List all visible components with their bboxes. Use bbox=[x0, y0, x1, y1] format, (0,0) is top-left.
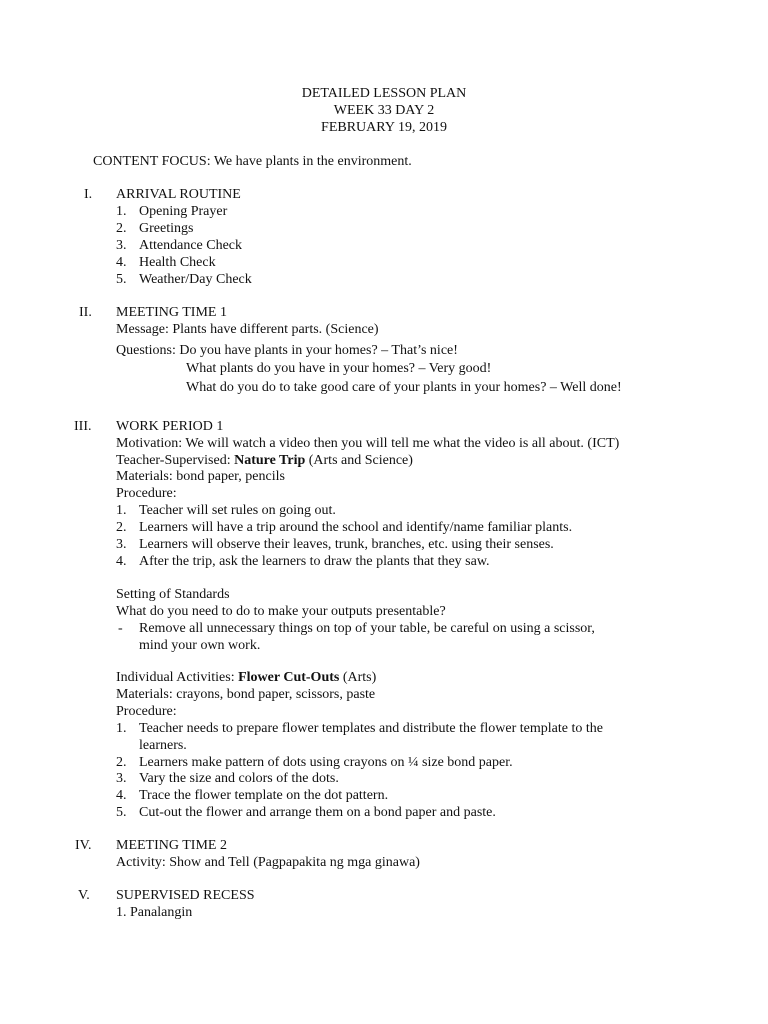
document-title: DETAILED LESSON PLAN bbox=[301, 86, 467, 101]
dash-bullet: - bbox=[118, 621, 123, 636]
procedure-step-continued: learners. bbox=[139, 738, 187, 753]
list-number: 3. bbox=[116, 537, 127, 552]
list-number: 4. bbox=[116, 788, 127, 803]
procedure-step: After the trip, ask the learners to draw the plants that they saw. bbox=[139, 554, 490, 569]
procedure-step: Learners make pattern of dots using crayons on ¼ size bond paper. bbox=[139, 755, 513, 770]
list-number: 1. bbox=[116, 204, 127, 219]
meeting-question: What plants do you have in your homes? – Very good! bbox=[186, 361, 492, 376]
procedure-step: Teacher will set rules on going out. bbox=[139, 503, 336, 518]
teacher-supervised-label: Teacher-Supervised: bbox=[116, 453, 235, 468]
standards-question: What do you need to do to make your outputs presentable? bbox=[116, 604, 446, 619]
list-number: 4. bbox=[116, 255, 127, 270]
procedure-step: Learners will have a trip around the school and identify/name familiar plants. bbox=[139, 520, 573, 535]
section-numeral: IV. bbox=[75, 838, 92, 853]
activity-subject: (Arts) bbox=[339, 670, 377, 685]
list-item: Weather/Day Check bbox=[139, 272, 252, 287]
teacher-supervised-line bbox=[116, 453, 413, 470]
procedure-step: Trace the flower template on the dot pattern. bbox=[139, 788, 389, 803]
standards-item: Remove all unnecessary things on top of your table, be careful on using a scissor, bbox=[139, 621, 595, 636]
meeting-question: Questions: Do you have plants in your homes? – That’s nice! bbox=[116, 343, 458, 358]
individual-activities-label: Individual Activities: bbox=[116, 670, 239, 685]
section-title-arrival-routine: ARRIVAL ROUTINE bbox=[116, 187, 241, 202]
list-number: 5. bbox=[116, 272, 127, 287]
list-number: 1. bbox=[116, 503, 127, 518]
section-numeral: III. bbox=[74, 419, 92, 434]
list-item: Attendance Check bbox=[139, 238, 243, 253]
section-numeral: V. bbox=[78, 888, 90, 903]
list-item: 1. Panalangin bbox=[116, 905, 193, 920]
list-number: 3. bbox=[116, 771, 127, 786]
list-number: 2. bbox=[116, 520, 127, 535]
section-title-meeting-time-2: MEETING TIME 2 bbox=[116, 838, 227, 853]
list-number: 2. bbox=[116, 755, 127, 770]
materials-text: Materials: bond paper, pencils bbox=[116, 469, 285, 484]
standards-title: Setting of Standards bbox=[116, 587, 230, 602]
activity-name-nature-trip: Nature Trip bbox=[234, 453, 306, 468]
materials-text: Materials: crayons, bond paper, scissors, paste bbox=[116, 687, 376, 702]
list-item: Opening Prayer bbox=[139, 204, 228, 219]
content-focus: CONTENT FOCUS: We have plants in the environment. bbox=[93, 154, 412, 169]
lesson-date: FEBRUARY 19, 2019 bbox=[321, 120, 447, 135]
section-numeral: I. bbox=[84, 187, 93, 202]
list-item: Greetings bbox=[139, 221, 194, 236]
section-numeral: II. bbox=[79, 305, 92, 320]
section-title-supervised-recess: SUPERVISED RECESS bbox=[116, 888, 255, 903]
standards-item-continued: mind your own work. bbox=[139, 638, 261, 653]
procedure-step: Cut-out the flower and arrange them on a bond paper and paste. bbox=[139, 805, 496, 820]
week-day-label: WEEK 33 DAY 2 bbox=[333, 103, 435, 118]
procedure-label: Procedure: bbox=[116, 704, 177, 719]
list-item: Health Check bbox=[139, 255, 216, 270]
meeting-question: What do you do to take good care of your plants in your homes? – Well done! bbox=[186, 380, 622, 395]
procedure-step: Teacher needs to prepare flower templates and distribute the flower template to the bbox=[139, 721, 603, 736]
activity-subject: (Arts and Science) bbox=[305, 453, 413, 468]
section-title-meeting-time-1: MEETING TIME 1 bbox=[116, 305, 227, 320]
motivation-text: Motivation: We will watch a video then you will tell me what the video is all about. (ICT) bbox=[116, 436, 620, 451]
list-number: 5. bbox=[116, 805, 127, 820]
procedure-step: Vary the size and colors of the dots. bbox=[139, 771, 339, 786]
list-number: 2. bbox=[116, 221, 127, 236]
list-number: 1. bbox=[116, 721, 127, 736]
procedure-label: Procedure: bbox=[116, 486, 177, 501]
section-title-work-period-1: WORK PERIOD 1 bbox=[116, 419, 224, 434]
list-number: 4. bbox=[116, 554, 127, 569]
individual-activities-line bbox=[116, 670, 376, 687]
list-number: 3. bbox=[116, 238, 127, 253]
meeting-activity: Activity: Show and Tell (Pagpapakita ng mga ginawa) bbox=[116, 855, 420, 870]
procedure-step: Learners will observe their leaves, trunk, branches, etc. using their senses. bbox=[139, 537, 554, 552]
meeting-message: Message: Plants have different parts. (Science) bbox=[116, 322, 379, 337]
activity-name-flower-cut-outs: Flower Cut-Outs bbox=[238, 670, 340, 685]
